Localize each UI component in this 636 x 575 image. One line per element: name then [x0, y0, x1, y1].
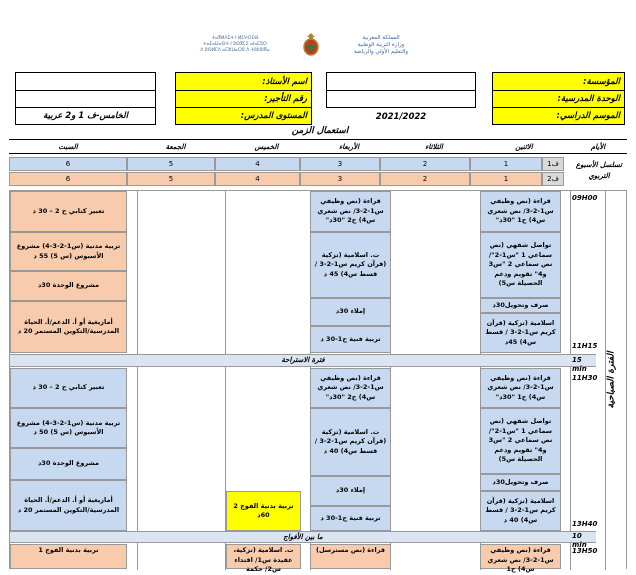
seq2-saturday: 6 [9, 172, 127, 186]
sat-a-civic: تربية مدنية (س1-2-3-4) مشروع الأسبوس (س 5) 55 د [10, 232, 127, 271]
wed-b-islamic: ت. اسلامية (تزكية (قرآن كريم س1-2-3 / قسط س4) 40 د [310, 408, 391, 476]
seq1-thursday: 4 [215, 157, 300, 171]
school-unit-value[interactable] [326, 90, 476, 108]
sat-a-amazigh: أمازيغية أو أ. الدعم/أ. الحياة المدرسية/التكوين المستمر 20 د [10, 301, 127, 353]
days-label: الأيام [590, 142, 606, 151]
institution-value[interactable] [326, 72, 476, 91]
group-f2: ف2 [542, 172, 564, 186]
sat-a-project: مشروع الوحدة 30د [10, 271, 127, 301]
sat-b-writing: تعبير كتابي ح 2 – 30 د [10, 368, 127, 408]
sat-c-pe: تربية بدنية الفوج 1 [10, 544, 127, 569]
thu-c-islamic: ت. اسلامية (تزكية، عقيدة س1/ اقتداء س2/ حكمة [226, 544, 301, 569]
wed-a-reading: قراءة (نص وظيفي س1-2-3/ نص شعري س4) ح2 "30د" [310, 191, 391, 232]
break-row-1 [10, 354, 596, 373]
mon-a-oral: تواصل شفهي (نص سماعي 1 "س1-2"/ نص سماعي 2 "س3 و4" تقويم ودعم الحصيلة س5) [480, 232, 561, 298]
mon-b-islamic: اسلامية (تزكية (قرآن كريم س1-2-3 / قسط س4) 40 د [480, 491, 561, 531]
time-t7: 13H50 [572, 547, 598, 555]
time-t5: 13H40 [572, 520, 598, 528]
seq2-friday: 5 [127, 172, 215, 186]
sequence-row-1 [9, 157, 542, 171]
wed-b-art: تربية فنية ح1-30 د [310, 506, 391, 531]
ministry-text-arabic: المملكة المغربية وزارة التربية الوطنية والتعليم الأولي والرياضة [353, 34, 409, 55]
period-label [596, 190, 626, 569]
wed-a-art: تربية فنية ح1-30 د [310, 326, 391, 353]
season-label: الموسم الدراسي: [492, 107, 625, 125]
school-unit-label: الوحدة المدرسية: [492, 90, 625, 108]
wed-a-islamic: ت. اسلامية (تزكية (قرآن كريم س1-2-3 / قسط س4) 45 د [310, 232, 391, 298]
seq2-thursday: 4 [215, 172, 300, 186]
day-wednesday: الأربعاء [338, 142, 360, 151]
sequence-label: تسلسل الأسبوع التربوي [575, 161, 623, 180]
time-t1: 09H00 [572, 194, 598, 202]
time-t2: 11H15 [572, 342, 598, 350]
mon-a-reading: قراءة (نص وظيفي س1-2-3/ نص شعري س4) ح1 "30د" [480, 191, 561, 232]
rank-value[interactable] [15, 90, 156, 108]
break-row-2 [10, 531, 596, 549]
time-t4: 11H30 [572, 374, 598, 382]
seq1-wednesday: 3 [300, 157, 380, 171]
seq2-wednesday: 3 [300, 172, 380, 186]
group-f1: ف1 [542, 157, 564, 171]
wed-b-dictation: إملاء 30د [310, 476, 391, 506]
seq2-tuesday: 2 [380, 172, 470, 186]
sequence-row-2 [9, 172, 542, 186]
wed-a-dictation: إملاء 30د [310, 298, 391, 326]
day-saturday: السبت [58, 142, 78, 151]
season-value: 2021/2022 [326, 107, 476, 125]
days-header [9, 139, 627, 154]
day-monday: الاثنين [515, 142, 533, 151]
mon-b-oral: تواصل شفهي (نص سماعي 1 "س1-2"/ نص سماعي 2 "س3 و4" تقويم ودعم الحصيلة س5) [480, 408, 561, 474]
seq1-friday: 5 [127, 157, 215, 171]
ministry-text-tifinagh: ⵜⴰⴳⵍⴷⵉⵜ ⵏ ⵍⵎⵖⵔⵉⴱ ⵜⴰⵎⴰⵡⴰⵙⵜ ⵏ ⵓⵙⴳⵎⵉ ⴰⵏⴰⵎⵓⵔ ⴷ ⵓⵙⵍⵎⴷ ⴰⵎⵣⵡⴰⵔⵓ ⴷ ⵜⵓⵏⵏⵓⵏⴳⴰ [200, 36, 270, 53]
mon-b-reading: قراءة (نص وظيفي س1-2-3/ نص شعري س4) ح1 "30د" [480, 368, 561, 408]
page-title: استعمال الزمن [291, 126, 349, 136]
rank-label: رقم التأجير: [175, 90, 312, 108]
time-t3: 15 min [572, 356, 587, 373]
mon-a-morph: صرف وتحويل30د [480, 298, 561, 313]
fri-b-pe: تربية بدنية الفوج 2 60د [226, 491, 301, 531]
level-label: المستوى المدرس: [175, 107, 312, 125]
break-label-2: ما بين الأفواج [283, 532, 323, 541]
wed-c-reading: قراءة (نص مسترسل) [310, 544, 391, 569]
level-value: الخامس-ف 1 و2 عربية [15, 107, 156, 125]
sat-a-writing: تعبير كتابي ح 2 – 30 د [10, 191, 127, 232]
wed-b-reading: قراءة (نص وظيفي س1-2-3/ نص شعري س4) ح2 "30د" [310, 368, 391, 408]
teacher-name-label: اسم الأستاذ: [175, 72, 312, 91]
mon-b-morph: صرف وتحويل30د [480, 474, 561, 491]
day-friday: الجمعة [165, 142, 186, 151]
seq1-tuesday: 2 [380, 157, 470, 171]
teacher-name-value[interactable] [15, 72, 156, 91]
sat-b-civic: تربية مدنية (س1-2-3-4) مشروع الأسبوس (س 5) 50 د [10, 408, 127, 448]
mon-a-islamic: اسلامية (تزكية (قرآن كريم س1-2-3 / قسط س4) 45د [480, 313, 561, 353]
seq1-saturday: 6 [9, 157, 127, 171]
ministry-header [180, 30, 460, 60]
day-thursday: الخميس [254, 142, 279, 151]
day-tuesday: الثلاثاء [425, 142, 443, 151]
sat-b-amazigh: أمازيغية أو أ. الدعم/أ. الحياة المدرسية/التكوين المستمر 20 د [10, 480, 127, 531]
institution-label: المؤسسة: [492, 72, 625, 91]
seq2-monday: 1 [470, 172, 542, 186]
seq1-monday: 1 [470, 157, 542, 171]
break-label-1: فترة الاستراحة [281, 356, 325, 364]
ministry-emblem-icon [300, 32, 322, 56]
time-t6: 10 min [572, 532, 587, 549]
period-label-text: الفترة الصباحية [606, 351, 616, 408]
sat-b-project: مشروع الوحدة 30د [10, 448, 127, 480]
mon-c-reading: قراءة (نص وظيفي س1-2-3/ نص شعري س4) ح1 [480, 544, 561, 569]
